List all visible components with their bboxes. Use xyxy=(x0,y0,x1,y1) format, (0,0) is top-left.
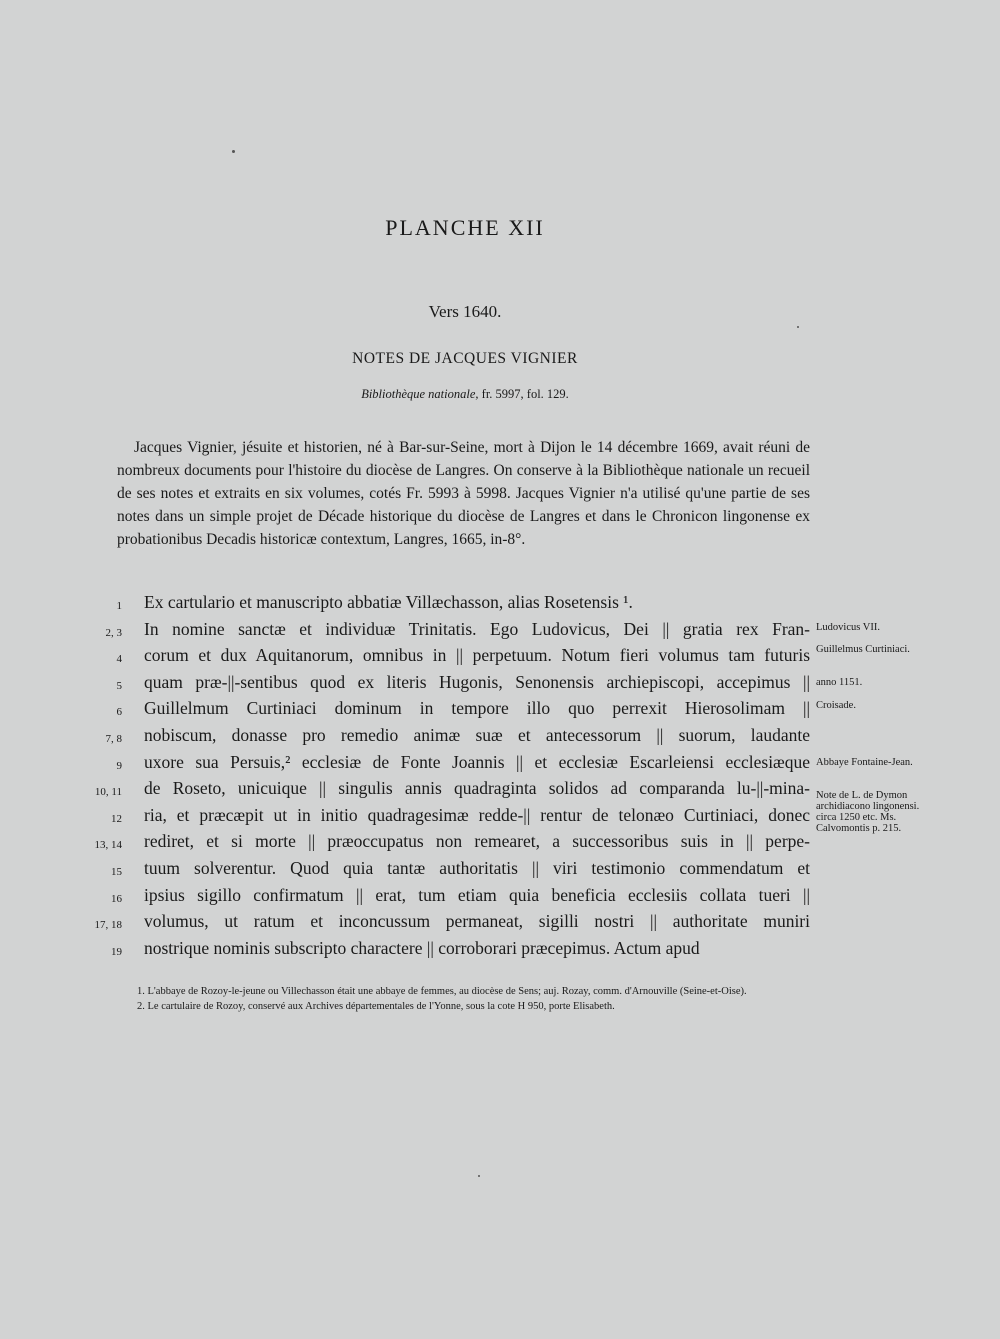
transcription-line xyxy=(70,645,810,672)
line-number: 2, 3 xyxy=(105,626,122,639)
line-text: tuum solverentur. Quod quia tantæ authoritatis || viri testimonio commendatum et xyxy=(144,857,810,878)
footnotes xyxy=(117,985,810,1015)
line-text: Guillelmum Curtiniaci dominum in tempore illo quo perrexit Hierosolimam || xyxy=(144,698,810,719)
margin-note: Note de L. de Dymon archidiacono lingonensi. circa 1250 etc. Ms. Calvomontis p. 215. xyxy=(816,790,920,834)
line-number: 13, 14 xyxy=(94,839,122,852)
line-text: uxore sua Persuis,² ecclesiæ de Fonte Joannis || et ecclesiæ Escarleiensi ecclesiæque xyxy=(144,751,810,772)
line-number: 6 xyxy=(116,706,122,719)
line-text: volumus, ut ratum et inconcussum permaneat, sigilli nostri || authoritate muniri xyxy=(144,911,810,932)
line-number: 10, 11 xyxy=(94,786,122,799)
source-shelfmark: fr. 5997, fol. 129. xyxy=(478,387,569,401)
line-number: 9 xyxy=(116,759,122,772)
line-text: ipsius sigillo confirmatum || erat, tum etiam quia beneficia ecclesiis collata tueri || xyxy=(144,884,810,905)
source-reference xyxy=(0,387,930,402)
line-text: nostrique nominis subscripto charactere || corroborari præcepimus. Actum apud xyxy=(144,937,700,958)
paper-speck xyxy=(478,1175,480,1177)
line-number: 5 xyxy=(116,679,122,692)
paper-speck xyxy=(797,326,799,328)
transcription-line xyxy=(70,698,810,725)
transcription-line xyxy=(70,672,810,699)
transcription-line xyxy=(70,938,810,965)
line-number: 17, 18 xyxy=(94,919,122,932)
margin-note: Croisade. xyxy=(816,700,856,711)
paper-speck xyxy=(232,150,235,153)
transcription-line xyxy=(70,911,810,938)
line-number: 1 xyxy=(116,600,122,612)
transcription-line xyxy=(70,778,810,805)
line-text: de Roseto, unicuique || singulis annis quadraginta solidos ad comparanda lu-||-mina- xyxy=(144,778,810,799)
line-number: 7, 8 xyxy=(105,732,122,745)
line-text: rediret, et si morte || præoccupatus non remearet, a successoribus suis in || perpe- xyxy=(144,831,810,852)
margin-note: Abbaye Fontaine-Jean. xyxy=(816,757,913,768)
transcription-line xyxy=(70,858,810,885)
line-text: corum et dux Aquitanorum, omnibus in || perpetuum. Notum fieri volumus tam futuris xyxy=(144,645,810,666)
transcription-line xyxy=(70,752,810,779)
line-number: 19 xyxy=(111,945,122,958)
introduction-paragraph: Jacques Vignier, jésuite et historien, né à Bar-sur-Seine, mort à Dijon le 14 décembre 1669, avait réuni de nombreux documents pour l'histoire du diocèse de Langres. On conserve à la Bibliothèque nationale un recueil de ses notes et extraits en six volumes, cotés Fr. 5993 à 5998. Jacques Vignier n'a utilisé qu'une partie de ses notes dans un simple projet de Décade historique du diocèse de Langres et dans le Chronicon lingonense ex probationibus Decadis historicæ contextum, Langres, 1665, in-8°. xyxy=(117,439,810,548)
line-number: 4 xyxy=(116,653,122,666)
document-subtitle: NOTES DE JACQUES VIGNIER xyxy=(352,350,578,367)
margin-note: Ludovicus VII. xyxy=(816,622,880,633)
line-number: 16 xyxy=(111,892,122,905)
introduction xyxy=(117,436,810,551)
plate-title: PLANCHE XII xyxy=(385,215,545,240)
transcription-line xyxy=(70,619,810,646)
transcription-line xyxy=(70,592,810,619)
transcription xyxy=(70,592,810,964)
line-text: quam præ-||-sentibus quod ex literis Hugonis, Senonensis archiepiscopi, accepimus || xyxy=(144,671,810,692)
margin-note: Guillelmus Curtiniaci. xyxy=(816,644,910,655)
transcription-line xyxy=(70,885,810,912)
document-date: Vers 1640. xyxy=(428,302,502,321)
line-text: In nomine sanctæ et individuæ Trinitatis. Ego Ludovicus, Dei || gratia rex Fran- xyxy=(144,618,810,639)
transcription-line xyxy=(70,831,810,858)
line-text: nobiscum, donasse pro remedio animæ suæ et antecessorum || suorum, laudante xyxy=(144,724,810,745)
footnote: 1. L'abbaye de Rozoy-le-jeune ou Villechasson était une abbaye de femmes, au diocèse de Sens; auj. Rozay, comm. d'Arnouville (Seine-et-Oise). xyxy=(137,986,747,997)
line-text: ria, et præcæpit ut in initio quadragesimæ redde-|| rentur de telonæo Curtiniaci, donec xyxy=(144,804,810,825)
transcription-line xyxy=(70,805,810,832)
footnote: 2. Le cartulaire de Rozoy, conservé aux Archives départementales de l'Yonne, sous la cote H 950, porte Elisabeth. xyxy=(137,1001,615,1012)
line-number: 15 xyxy=(111,865,122,878)
line-text: Ex cartulario et manuscripto abbatiæ Villæchasson, alias Rosetensis ¹. xyxy=(144,592,633,612)
margin-note: anno 1151. xyxy=(816,677,863,688)
source-library: Bibliothèque nationale, xyxy=(361,387,479,401)
transcription-line xyxy=(70,725,810,752)
line-number: 12 xyxy=(111,812,122,825)
